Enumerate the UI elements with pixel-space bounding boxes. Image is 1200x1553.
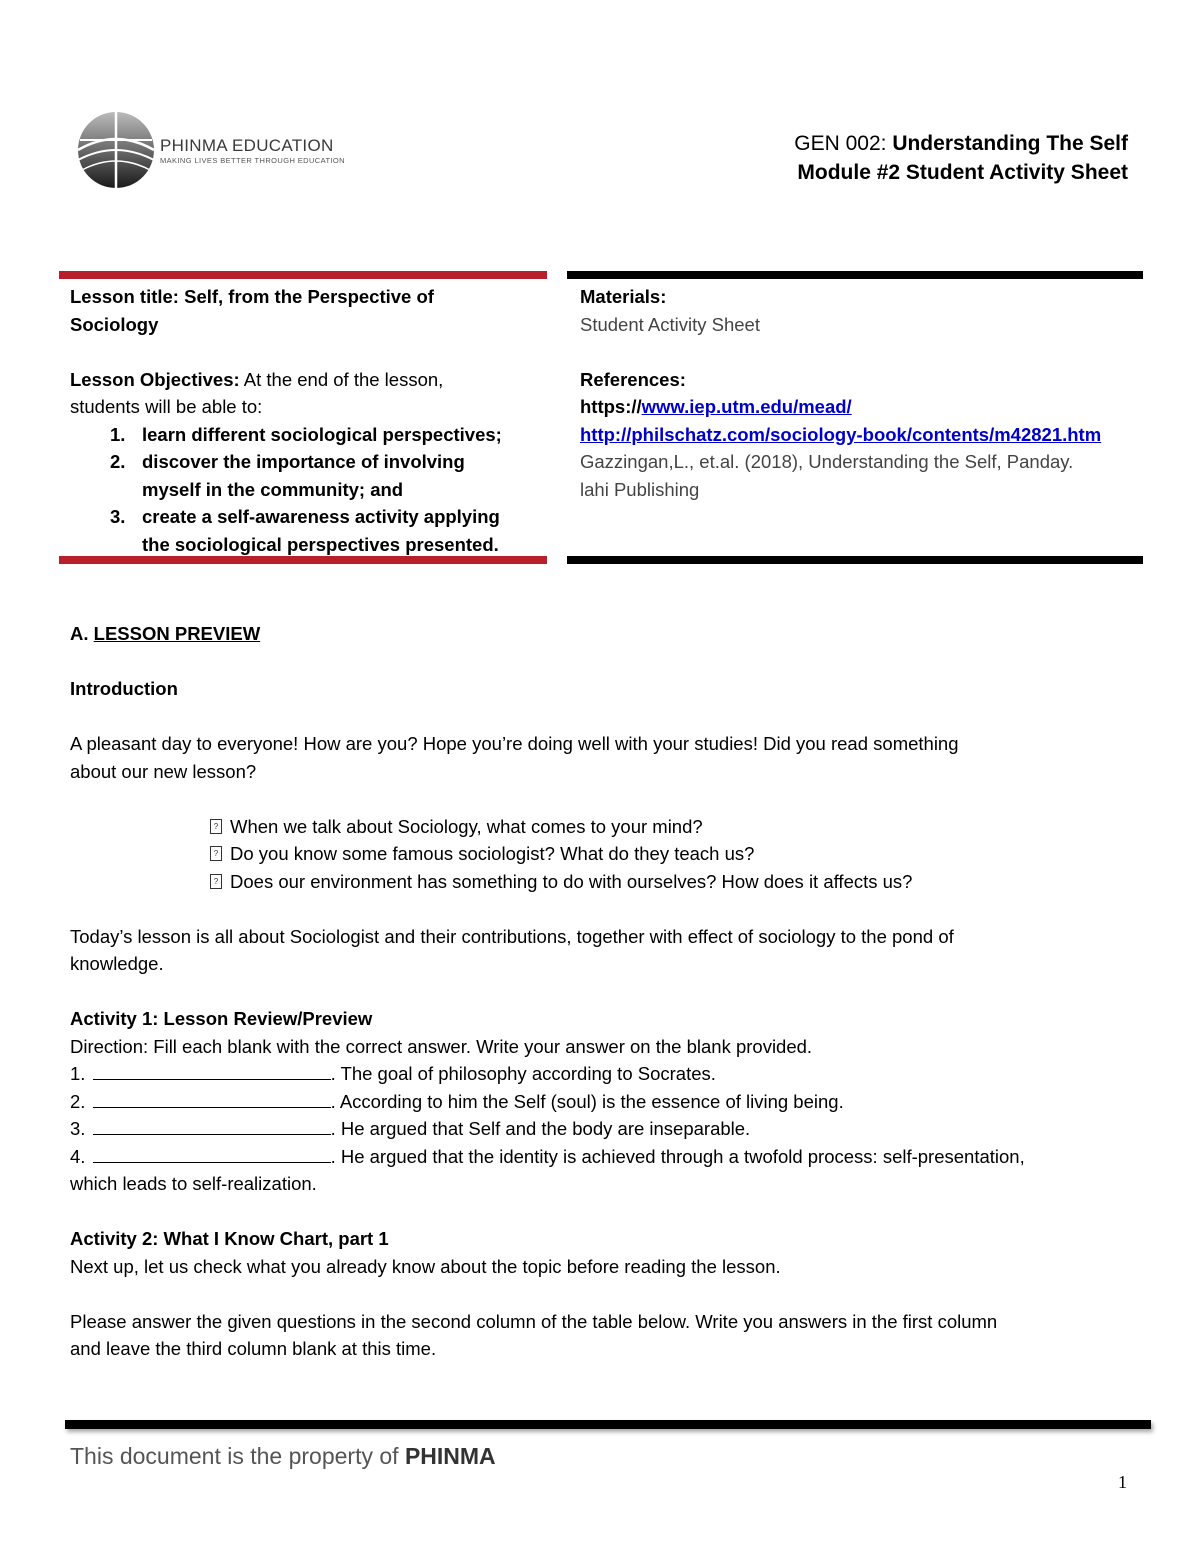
- today-paragraph-line: knowledge.: [70, 953, 164, 974]
- objectives-label: Lesson Objectives:: [70, 368, 240, 390]
- lesson-info-box: [70, 283, 502, 558]
- reference-2: [580, 421, 1101, 449]
- activity-1-item: 3. . He argued that Self and the body are inseparable.: [70, 1118, 751, 1139]
- question-item: ? Does our environment has something to do with ourselves? How does it affects us?: [210, 868, 1025, 896]
- missing-glyph-icon: ?: [210, 874, 222, 889]
- activity-1-item: 2. . According to him the Self (soul) is the essence of living being.: [70, 1090, 844, 1112]
- question-list: [70, 813, 1025, 896]
- logo-name: PHINMA EDUCATION: [160, 136, 334, 155]
- activity-2-line: Next up, let us check what you already know about the topic before reading the lesson.: [70, 1255, 781, 1277]
- footer-property-note: This document is the property of PHINMA: [70, 1443, 496, 1469]
- objectives-intro-text: At the end of the lesson,: [239, 368, 444, 390]
- answer-blank[interactable]: [93, 1089, 331, 1108]
- objective-item: 3. create a self-awareness activity applying the sociological perspectives presented.: [110, 506, 500, 555]
- activity-2-heading: Activity 2: What I Know Chart, part 1: [70, 1228, 389, 1249]
- course-code: GEN 002:: [794, 132, 887, 155]
- references-label: References:: [580, 368, 686, 390]
- logo-tagline: MAKING LIVES BETTER THROUGH EDUCATION: [160, 156, 345, 165]
- materials-info-box: [580, 283, 1101, 503]
- sheet-title: Module #2 Student Activity Sheet: [797, 161, 1128, 184]
- activity-1-item: 1. . The goal of philosophy according to Socrates.: [70, 1063, 716, 1084]
- activity-2-line: Please answer the given questions in the second column of the table below. Write you answers in the first column: [70, 1310, 998, 1332]
- lesson-title-label: Lesson title: Self, from the Perspective of: [70, 286, 434, 307]
- activity-1-item-cont: which leads to self-realization.: [70, 1173, 317, 1194]
- answer-blank[interactable]: [93, 1144, 331, 1163]
- activity-1-heading: Activity 1: Lesson Review/Preview: [70, 1008, 373, 1029]
- question-item: ? Do you know some famous sociologist? What do they teach us?: [210, 840, 1025, 868]
- reference-3: Gazzingan,L., et.al. (2018), Understanding the Self, Panday.: [580, 451, 1074, 472]
- missing-glyph-icon: ?: [210, 846, 222, 861]
- activity-2-line: and leave the third column blank at this time.: [70, 1338, 437, 1359]
- reference-link-philschatz[interactable]: http://philschatz.com/sociology-book/contents/m42821.htm: [580, 423, 1102, 445]
- objectives-intro: [70, 366, 502, 394]
- materials-box-top-bar: [567, 271, 1143, 279]
- section-a-heading: A. LESSON PREVIEW: [70, 623, 261, 644]
- objectives-intro-cont: students will be able to:: [70, 396, 263, 417]
- reference-link-iep[interactable]: www.iep.utm.edu/mead/: [641, 396, 852, 417]
- footer-bar: [65, 1420, 1151, 1429]
- activity-1-item: 4. . He argued that the identity is achieved through a twofold process: self-presentation,: [70, 1145, 1025, 1167]
- materials-box-bottom-bar: [567, 556, 1143, 564]
- today-paragraph-line: Today’s lesson is all about Sociologist and their contributions, together with effect of sociology to the pond of: [70, 925, 954, 947]
- materials-value: Student Activity Sheet: [580, 313, 760, 335]
- footer-brand: PHINMA: [404, 1443, 496, 1469]
- missing-glyph-icon: ?: [210, 819, 222, 834]
- reference-3-cont: lahi Publishing: [580, 478, 700, 500]
- lesson-title-label-cont: Sociology: [70, 313, 159, 335]
- course-title: Understanding The Self: [892, 132, 1128, 155]
- materials-label: Materials:: [580, 286, 667, 307]
- question-item: ? When we talk about Sociology, what comes to your mind?: [210, 813, 1025, 841]
- intro-paragraph-line: about our new lesson?: [70, 760, 257, 782]
- objective-item: 1. learn different sociological perspectives;: [110, 423, 502, 445]
- page-number: 1: [1118, 1472, 1127, 1492]
- logo-globe-icon: [72, 110, 162, 190]
- objective-item: 2. discover the importance of involving myself in the community; and: [110, 451, 465, 500]
- answer-blank[interactable]: [93, 1061, 331, 1080]
- lesson-box-top-bar: [59, 271, 547, 279]
- intro-paragraph-line: A pleasant day to everyone! How are you? Hope you’re doing well with your studies! Did you read something: [70, 733, 959, 754]
- objectives-list: [0, 421, 502, 559]
- activity-1-direction: Direction: Fill each blank with the correct answer. Write your answer on the blank provided.: [70, 1035, 813, 1057]
- main-content: [70, 620, 1025, 1363]
- introduction-heading: Introduction: [70, 678, 178, 699]
- reference-1: https://www.iep.utm.edu/mead/: [580, 396, 852, 417]
- course-heading: [794, 132, 1128, 156]
- answer-blank[interactable]: [93, 1116, 331, 1135]
